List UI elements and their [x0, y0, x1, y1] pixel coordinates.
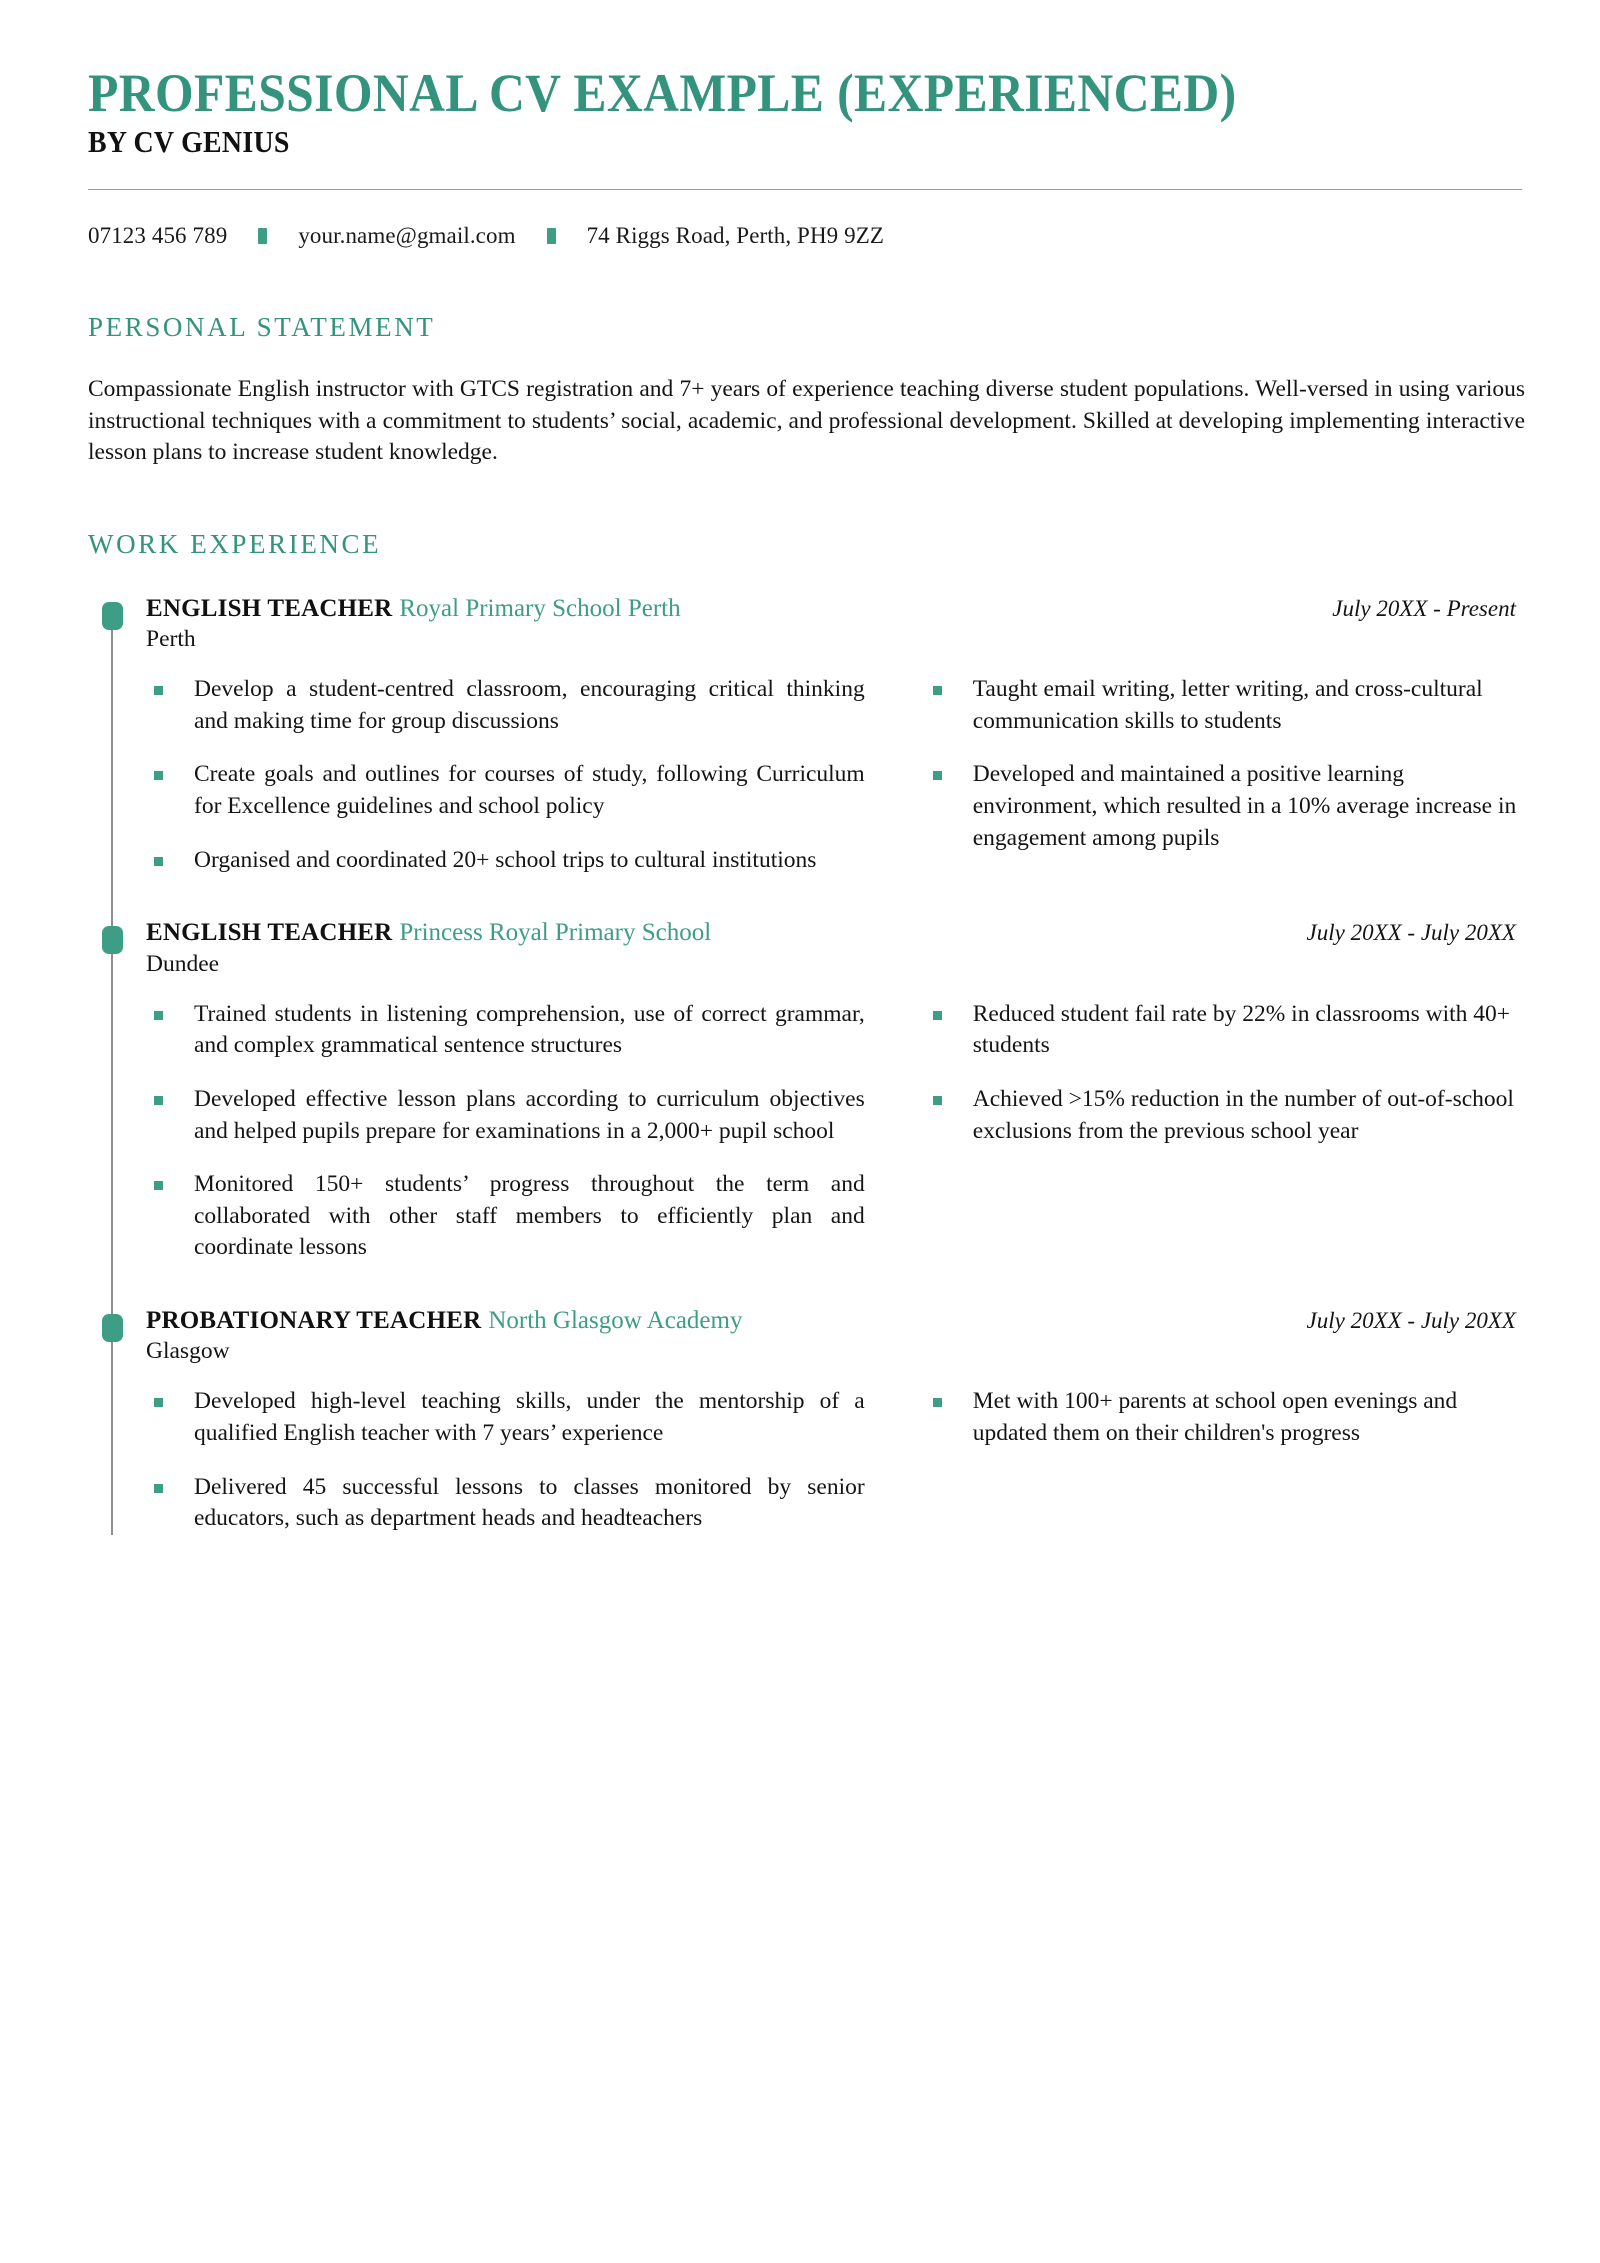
job-bullets-left-column: [146, 674, 865, 876]
header-divider: [88, 189, 1522, 190]
contact-email: your.name@gmail.com: [298, 223, 516, 248]
list-item: Delivered 45 successful lessons to classes monitored by senior educators, such as department heads and headteachers: [146, 1472, 865, 1535]
job-dates: July 20XX - July 20XX: [1306, 920, 1516, 946]
list-item: Organised and coordinated 20+ school trips to cultural institutions: [146, 845, 865, 877]
job-bullets-left-column: [146, 999, 865, 1264]
job-role: ENGLISH TEACHER: [146, 594, 393, 622]
job-bullets-right-column: [925, 1386, 1522, 1534]
timeline-marker-icon: [102, 1314, 123, 1342]
personal-statement-body: Compassionate English instructor with GTCS registration and 7+ years of experience teaching diverse student populations. Well-versed in using various instructional techniques with a commitment to students’ social, academic, and professional development. Skilled at developing implementing interactive lesson plans to increase student knowledge.: [88, 376, 1525, 466]
job-company: North Glasgow Academy: [488, 1306, 743, 1334]
job-role: PROBATIONARY TEACHER: [146, 1306, 482, 1334]
page-subtitle: BY CV GENIUS: [88, 124, 290, 159]
contact-address: 74 Riggs Road, Perth, PH9 9ZZ: [586, 223, 885, 248]
job-title-block: [146, 594, 681, 624]
timeline-marker-icon: [102, 602, 123, 630]
job-title-block: [146, 1306, 742, 1336]
job-location: Perth: [146, 626, 196, 653]
job-header-row: [146, 918, 1522, 948]
job-bullets-right-column: [925, 999, 1522, 1264]
list-item: Met with 100+ parents at school open evenings and updated them on their children's progress: [925, 1386, 1522, 1449]
job-entry: [88, 594, 1522, 876]
job-bullets-right-column: [925, 674, 1522, 876]
section-heading-work-experience: WORK EXPERIENCE: [88, 528, 382, 559]
work-experience-timeline: [88, 594, 1522, 1535]
section-heading-personal-statement: PERSONAL STATEMENT: [88, 312, 436, 342]
job-title-block: [146, 918, 711, 948]
job-header-row: [146, 1306, 1522, 1336]
page-title: PROFESSIONAL CV EXAMPLE (EXPERIENCED): [88, 63, 1237, 123]
job-dates: July 20XX - Present: [1332, 595, 1516, 621]
job-location: Glasgow: [146, 1338, 230, 1365]
job-company: Royal Primary School Perth: [399, 594, 681, 622]
list-item: Trained students in listening comprehension, use of correct grammar, and complex grammatical sentence structures: [146, 999, 865, 1062]
job-location: Dundee: [146, 950, 220, 977]
list-item: Monitored 150+ students’ progress throughout the term and collaborated with other staff members to efficiently plan and coordinate lessons: [146, 1169, 865, 1264]
job-bullets-left-column: [146, 1386, 865, 1534]
job-entry: [88, 918, 1522, 1264]
job-bullets: [146, 1386, 1522, 1534]
cv-header: [88, 63, 1522, 190]
job-entry: [88, 1306, 1522, 1535]
timeline-marker-icon: [102, 926, 123, 954]
list-item: Taught email writing, letter writing, and cross-cultural communication skills to students: [925, 674, 1522, 737]
contact-separator-icon: [258, 228, 267, 244]
list-item: Create goals and outlines for courses of study, following Curriculum for Excellence guidelines and school policy: [146, 759, 865, 822]
job-company: Princess Royal Primary School: [399, 919, 712, 947]
contact-phone: 07123 456 789: [88, 223, 228, 248]
job-dates: July 20XX - July 20XX: [1306, 1307, 1516, 1333]
list-item: Develop a student-centred classroom, encouraging critical thinking and making time for group discussions: [146, 674, 865, 737]
contact-bar: [88, 223, 1522, 249]
contact-separator-icon: [547, 228, 556, 244]
list-item: Developed high-level teaching skills, under the mentorship of a qualified English teacher with 7 years’ experience: [146, 1386, 865, 1449]
job-header-row: [146, 594, 1522, 624]
job-bullets: [146, 674, 1522, 876]
job-role: ENGLISH TEACHER: [146, 919, 393, 947]
job-bullets: [146, 999, 1522, 1264]
list-item: Reduced student fail rate by 22% in classrooms with 40+ students: [925, 999, 1522, 1062]
list-item: Achieved >15% reduction in the number of out-of-school exclusions from the previous school year: [925, 1084, 1522, 1147]
list-item: Developed effective lesson plans according to curriculum objectives and helped pupils prepare for examinations in a 2,000+ pupil school: [146, 1084, 865, 1147]
list-item: Developed and maintained a positive learning environment, which resulted in a 10% average increase in engagement among pupils: [925, 759, 1522, 854]
